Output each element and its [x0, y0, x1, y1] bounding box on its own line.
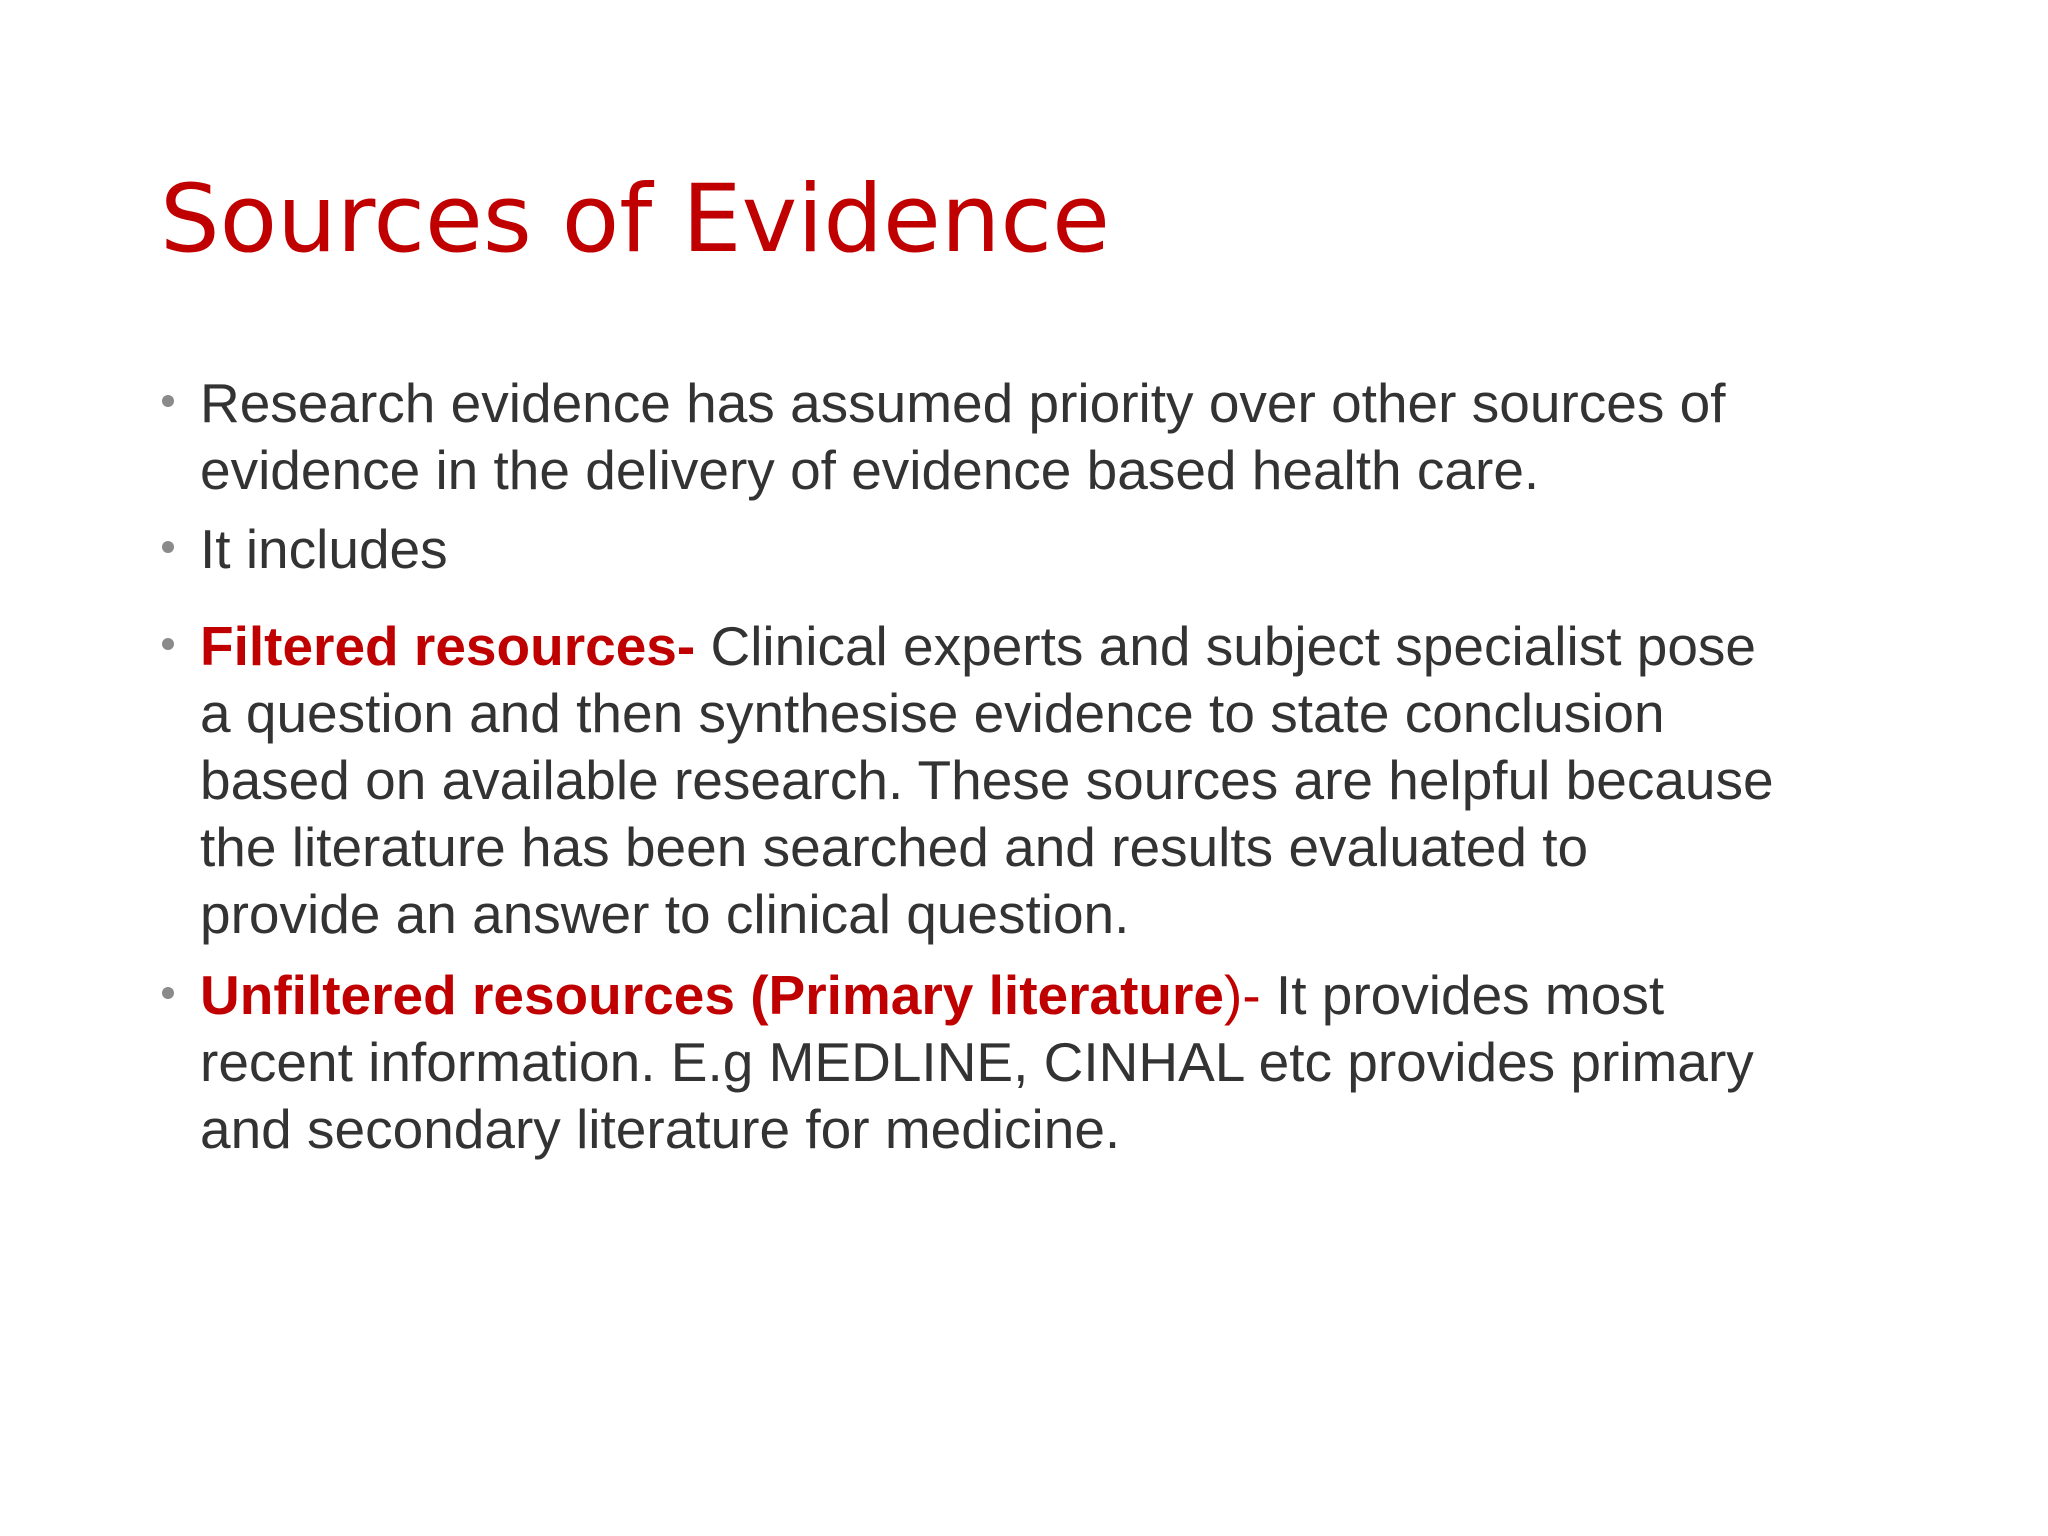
bullet-unfiltered-resources	[160, 962, 1780, 1163]
bullet-highlight: Filtered resources-	[200, 615, 696, 677]
bullet-text: Research evidence has assumed priority over other sources of evidence in the delivery of evidence based health care.	[200, 372, 1726, 501]
bullet-text: Clinical experts and subject specialist pose a question and then synthesise evidence to state conclusion based on available research. These sources are helpful because the literature has been searched and results evaluated to provide an answer to clinical question.	[200, 615, 1774, 945]
slide-title: Sources of Evidence	[160, 165, 1110, 274]
bullet-highlight-tail: )-	[1224, 964, 1261, 1026]
bullet-highlight: Unfiltered resources (Primary literature	[200, 964, 1224, 1026]
bullet-it-includes	[160, 516, 1780, 583]
bullet-filtered-resources	[160, 613, 1780, 948]
bullet-dot-icon	[162, 541, 174, 553]
bullet-dot-icon	[162, 395, 174, 407]
bullet-dot-icon	[162, 638, 174, 650]
bullet-list	[160, 370, 1780, 1163]
bullet-dot-icon	[162, 987, 174, 999]
bullet-research-evidence	[160, 370, 1780, 504]
bullet-text: It includes	[200, 518, 448, 580]
bullet-text: It provides most recent information. E.g MEDLINE, CINHAL etc provides primary and secondary literature for medicine.	[200, 964, 1754, 1160]
